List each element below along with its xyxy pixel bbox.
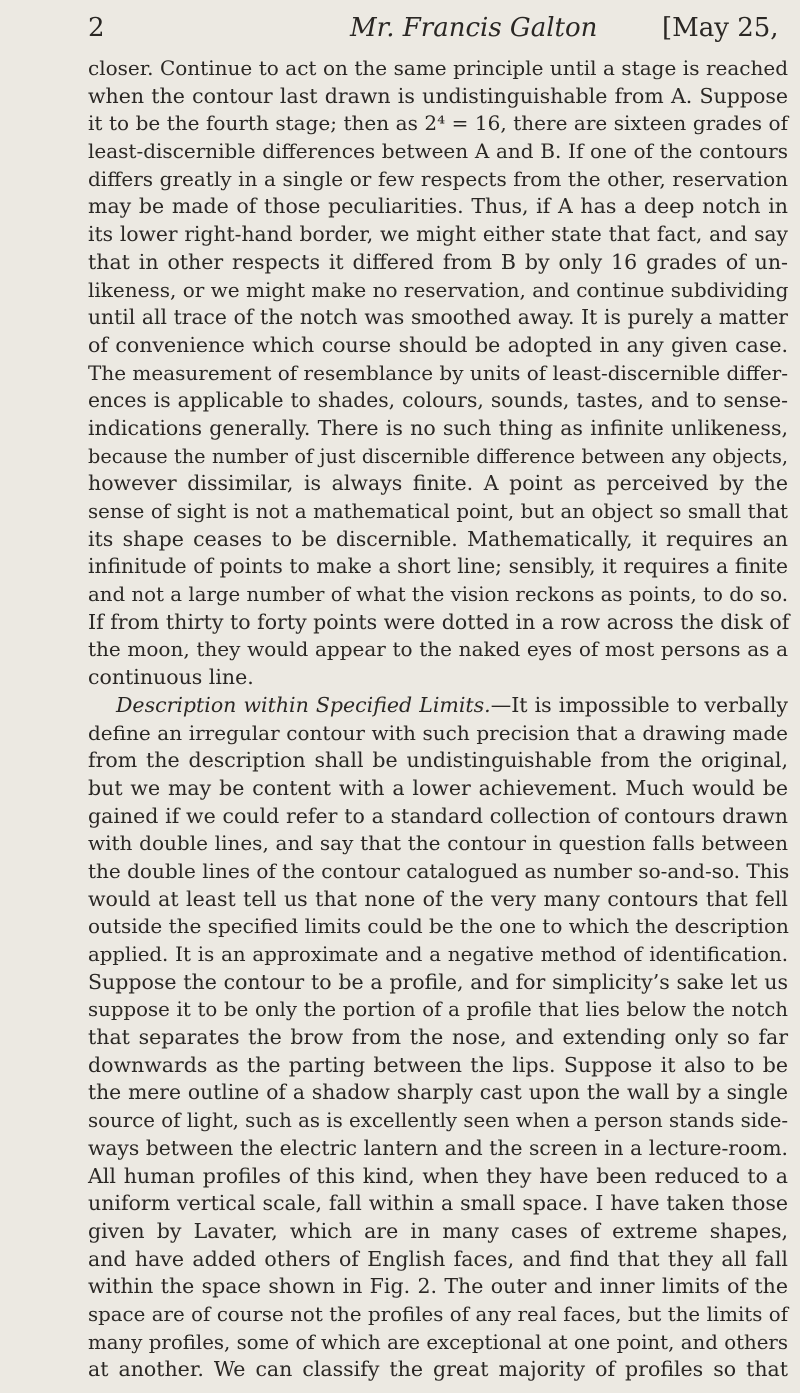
text-line: within the space shown in Fig. 2. The outer and inner limits of the (88, 1274, 788, 1299)
text-line: applied. It is an approximate and a negative method of identification. (88, 943, 788, 966)
text-line: sense of sight is not a mathematical point, but an object so small that (88, 500, 788, 523)
text-line: downwards as the parting between the lips. Suppose it also to be (88, 1052, 788, 1077)
page-number: 2 (88, 13, 105, 43)
text-line: likeness, or we might make no reservation, and continue subdividing (88, 277, 789, 302)
text-line: the double lines of the contour catalogued as number so-and-so. This (88, 858, 790, 883)
text-line: many profiles, some of which are exceptional at one point, and others (88, 1330, 788, 1354)
text-line-rest: —It is impossible to verbally (490, 692, 788, 717)
text-line: Suppose the contour to be a profile, and for simplicity’s sake let us (88, 969, 788, 994)
text-line: its lower right-hand border, we might either state that fact, and say (88, 222, 788, 247)
text-line: differs greatly in a single or few respects from the other, reservation (88, 166, 788, 191)
text-line: however dissimilar, is always finite. A point as perceived by the (88, 471, 788, 496)
text-line: uniform vertical scale, fall within a small space. I have taken those (88, 1191, 788, 1216)
text-line: but we may be content with a lower achievement. Much would be (88, 775, 788, 800)
text-line: and not a large number of what the vision reckons as points, to do so. (88, 583, 788, 607)
text-line: suppose it to be only the portion of a profile that lies below the notch (88, 998, 788, 1022)
text-line: from the description shall be undistinguishable from the original, (88, 748, 788, 773)
text-line: outside the specified limits could be the one to which the description (88, 914, 789, 939)
body-text (88, 55, 788, 1384)
running-head (88, 8, 788, 48)
text-line: the mere outline of a shadow sharply cast upon the wall by a single (88, 1080, 788, 1105)
section-heading: Description within Specified Limits. (116, 692, 491, 717)
text-line: The measurement of resemblance by units of least-discernible differ- (88, 360, 788, 385)
text-line: with double lines, and say that the contour in question falls between (88, 831, 788, 856)
text-line: that in other respects it differed from B by only 16 grades of un- (88, 249, 788, 274)
text-line: All human profiles of this kind, when they have been reduced to a (88, 1163, 788, 1188)
text-line: may be made of those peculiarities. Thus, if A has a deep notch in (88, 194, 788, 219)
text-line: given by Lavater, which are in many cases of extreme shapes, (88, 1218, 788, 1243)
text-line: because the number of just discernible difference between any objects, (88, 444, 788, 468)
text-line: ways between the electric lantern and the screen in a lecture-room. (88, 1135, 788, 1160)
text-line: at another. We can classify the great majority of profiles so that (88, 1357, 788, 1382)
text-line: source of light, such as is excellently seen when a person stands side- (88, 1109, 789, 1133)
text-line: If from thirty to forty points were dotted in a row across the disk of (88, 609, 790, 634)
running-title: Mr. Francis Galton (350, 13, 598, 43)
text-line: continuous line. (88, 665, 254, 690)
text-line: indications generally. There is no such thing as infinite unlikeness, (88, 415, 788, 440)
text-line: the moon, they would appear to the naked eyes of most persons as a (88, 637, 788, 662)
text-line: and have added others of English faces, and find that they all fall (88, 1246, 788, 1271)
text-line: closer. Continue to act on the same principle until a stage is reached (88, 56, 788, 80)
text-line: that separates the brow from the nose, and extending only so far (88, 1025, 788, 1050)
running-date: [May 25, (662, 13, 779, 43)
text-line: of convenience which course should be adopted in any given case. (88, 332, 788, 357)
text-line: would at least tell us that none of the very many contours that fell (88, 886, 788, 911)
text-line: define an irregular contour with such precision that a drawing made (88, 720, 788, 745)
text-line: gained if we could refer to a standard collection of contours drawn (88, 803, 788, 828)
text-line: infinitude of points to make a short line; sensibly, it requires a finite (88, 554, 788, 579)
text-line: it to be the fourth stage; then as 2⁴ = 16, there are sixteen grades of (88, 111, 788, 136)
text-line: when the contour last drawn is undistinguishable from A. Suppose (88, 83, 788, 108)
text-line: its shape ceases to be discernible. Mathematically, it requires an (88, 526, 788, 551)
text-line: until all trace of the notch was smoothed away. It is purely a matter (88, 305, 788, 330)
text-line: ences is applicable to shades, colours, sounds, tastes, and to sense- (88, 388, 788, 413)
text-line: least-discernible differences between A and B. If one of the contours (88, 139, 788, 164)
text-line: space are of course not the profiles of any real faces, but the limits of (88, 1302, 788, 1326)
text-line (88, 692, 788, 720)
